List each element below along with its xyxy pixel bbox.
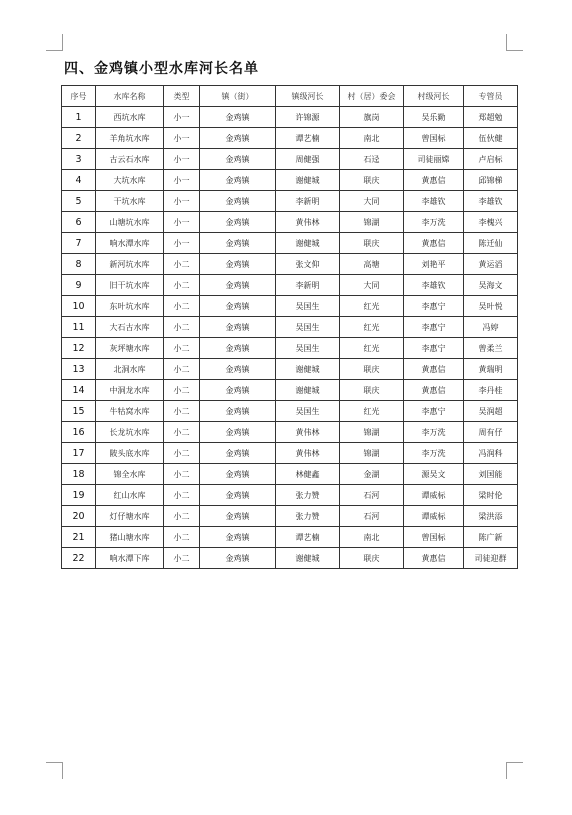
cell-index: 22: [62, 548, 96, 569]
cell-town: 金鸡镇: [200, 233, 276, 254]
cell-index: 21: [62, 527, 96, 548]
cell-village-river-chief: 黄惠信: [404, 548, 464, 569]
cell-reservoir-name: 旧干坑水库: [96, 275, 164, 296]
cell-village-committee: 联庆: [340, 380, 404, 401]
cell-type: 小二: [164, 506, 200, 527]
cell-type: 小二: [164, 338, 200, 359]
table-row: [62, 422, 518, 443]
page-corner-mark-bottom-right: [506, 762, 523, 779]
cell-town-river-chief: 谢健城: [276, 380, 340, 401]
table-row: [62, 233, 518, 254]
cell-index: 6: [62, 212, 96, 233]
cell-town: 金鸡镇: [200, 380, 276, 401]
cell-manager: 刘国能: [464, 464, 518, 485]
header-type: 类型: [164, 86, 200, 107]
cell-index: 12: [62, 338, 96, 359]
table-row: [62, 338, 518, 359]
cell-village-committee: 南北: [340, 527, 404, 548]
cell-manager: 冯润科: [464, 443, 518, 464]
cell-village-river-chief: 司徒丽嫦: [404, 149, 464, 170]
cell-town: 金鸡镇: [200, 212, 276, 233]
cell-manager: 冯婷: [464, 317, 518, 338]
cell-village-committee: 石河: [340, 506, 404, 527]
cell-town-river-chief: 吴国生: [276, 338, 340, 359]
cell-reservoir-name: 响水潭水库: [96, 233, 164, 254]
cell-type: 小二: [164, 548, 200, 569]
document-title: 四、金鸡镇小型水库河长名单: [64, 61, 259, 77]
cell-village-committee: 大同: [340, 275, 404, 296]
cell-manager: 李雄钦: [464, 191, 518, 212]
header-village-river-chief: 村级河长: [404, 86, 464, 107]
cell-reservoir-name: 猪山塘水库: [96, 527, 164, 548]
cell-type: 小二: [164, 275, 200, 296]
cell-village-river-chief: 黄惠信: [404, 380, 464, 401]
cell-village-committee: 联庆: [340, 359, 404, 380]
cell-town: 金鸡镇: [200, 128, 276, 149]
cell-index: 19: [62, 485, 96, 506]
cell-index: 10: [62, 296, 96, 317]
cell-village-river-chief: 黄惠信: [404, 359, 464, 380]
cell-reservoir-name: 北洞水库: [96, 359, 164, 380]
table-row: [62, 401, 518, 422]
cell-village-river-chief: 曾国标: [404, 128, 464, 149]
table-row: [62, 506, 518, 527]
cell-village-river-chief: 李雄钦: [404, 191, 464, 212]
cell-village-river-chief: 李惠宁: [404, 338, 464, 359]
cell-village-river-chief: 刘艳平: [404, 254, 464, 275]
cell-town-river-chief: 张力赞: [276, 485, 340, 506]
cell-type: 小二: [164, 401, 200, 422]
cell-town-river-chief: 张文仰: [276, 254, 340, 275]
cell-village-committee: 联庆: [340, 170, 404, 191]
cell-town: 金鸡镇: [200, 422, 276, 443]
cell-manager: 陈广新: [464, 527, 518, 548]
cell-town-river-chief: 谭艺楠: [276, 128, 340, 149]
cell-manager: 梁洪添: [464, 506, 518, 527]
cell-reservoir-name: 山塘坑水库: [96, 212, 164, 233]
cell-type: 小一: [164, 107, 200, 128]
cell-village-committee: 南北: [340, 128, 404, 149]
cell-village-river-chief: 李惠宁: [404, 296, 464, 317]
cell-town-river-chief: 吴国生: [276, 317, 340, 338]
cell-village-committee: 红光: [340, 296, 404, 317]
cell-village-river-chief: 黄惠信: [404, 233, 464, 254]
cell-type: 小一: [164, 233, 200, 254]
cell-village-committee: 锦湖: [340, 422, 404, 443]
cell-manager: 黄瑞明: [464, 359, 518, 380]
cell-index: 11: [62, 317, 96, 338]
cell-manager: 邱锦梯: [464, 170, 518, 191]
table-row: [62, 212, 518, 233]
cell-village-committee: 石河: [340, 485, 404, 506]
cell-type: 小一: [164, 191, 200, 212]
cell-type: 小二: [164, 296, 200, 317]
cell-town: 金鸡镇: [200, 464, 276, 485]
header-index: 序号: [62, 86, 96, 107]
cell-town-river-chief: 李新明: [276, 275, 340, 296]
cell-village-committee: 红光: [340, 401, 404, 422]
table-row: [62, 464, 518, 485]
cell-village-committee: 锦湖: [340, 212, 404, 233]
cell-manager: 陈迁仙: [464, 233, 518, 254]
cell-reservoir-name: 长龙坑水库: [96, 422, 164, 443]
cell-village-committee: 大同: [340, 191, 404, 212]
cell-type: 小二: [164, 485, 200, 506]
cell-index: 5: [62, 191, 96, 212]
table-row: [62, 107, 518, 128]
cell-manager: 梁时伦: [464, 485, 518, 506]
cell-village-river-chief: 吴乐勤: [404, 107, 464, 128]
cell-village-committee: 联庆: [340, 548, 404, 569]
table-row: [62, 317, 518, 338]
cell-index: 14: [62, 380, 96, 401]
table-row: [62, 254, 518, 275]
cell-village-committee: 锦湖: [340, 443, 404, 464]
cell-village-river-chief: 源吴文: [404, 464, 464, 485]
page-corner-mark-top-left: [46, 34, 63, 51]
cell-town-river-chief: 黄伟林: [276, 212, 340, 233]
cell-town-river-chief: 黄伟林: [276, 422, 340, 443]
cell-town-river-chief: 李新明: [276, 191, 340, 212]
cell-town-river-chief: 谢健城: [276, 233, 340, 254]
header-reservoir-name: 水库名称: [96, 86, 164, 107]
cell-village-committee: 金湖: [340, 464, 404, 485]
cell-village-river-chief: 曾国标: [404, 527, 464, 548]
cell-type: 小二: [164, 380, 200, 401]
header-town-river-chief: 镇级河长: [276, 86, 340, 107]
cell-village-river-chief: 李雄钦: [404, 275, 464, 296]
cell-reservoir-name: 西坑水库: [96, 107, 164, 128]
cell-town: 金鸡镇: [200, 107, 276, 128]
cell-reservoir-name: 灰坪塘水库: [96, 338, 164, 359]
cell-manager: 卢启标: [464, 149, 518, 170]
cell-type: 小二: [164, 359, 200, 380]
cell-index: 16: [62, 422, 96, 443]
cell-town: 金鸡镇: [200, 191, 276, 212]
reservoir-river-chief-table: [61, 85, 518, 569]
cell-reservoir-name: 中洞龙水库: [96, 380, 164, 401]
cell-town: 金鸡镇: [200, 275, 276, 296]
table-row: [62, 359, 518, 380]
cell-town-river-chief: 谢健城: [276, 359, 340, 380]
cell-manager: 曾柔兰: [464, 338, 518, 359]
cell-index: 18: [62, 464, 96, 485]
cell-index: 9: [62, 275, 96, 296]
cell-village-committee: 高塘: [340, 254, 404, 275]
cell-index: 8: [62, 254, 96, 275]
cell-reservoir-name: 大坑水库: [96, 170, 164, 191]
cell-village-committee: 联庆: [340, 233, 404, 254]
table-row: [62, 548, 518, 569]
cell-village-committee: 红光: [340, 338, 404, 359]
cell-village-committee: 石迳: [340, 149, 404, 170]
cell-type: 小二: [164, 464, 200, 485]
cell-type: 小二: [164, 254, 200, 275]
cell-reservoir-name: 灯仔塘水库: [96, 506, 164, 527]
table-body: [62, 107, 518, 569]
table-row: [62, 170, 518, 191]
cell-village-river-chief: 李万洗: [404, 422, 464, 443]
cell-town: 金鸡镇: [200, 338, 276, 359]
cell-town: 金鸡镇: [200, 317, 276, 338]
table-row: [62, 527, 518, 548]
cell-town: 金鸡镇: [200, 359, 276, 380]
cell-village-river-chief: 谭威标: [404, 506, 464, 527]
cell-town-river-chief: 周健强: [276, 149, 340, 170]
cell-type: 小一: [164, 149, 200, 170]
cell-manager: 郑超勉: [464, 107, 518, 128]
table-row: [62, 485, 518, 506]
cell-index: 2: [62, 128, 96, 149]
header-village-committee: 村（居）委会: [340, 86, 404, 107]
cell-type: 小一: [164, 170, 200, 191]
cell-town: 金鸡镇: [200, 485, 276, 506]
table-row: [62, 296, 518, 317]
cell-index: 13: [62, 359, 96, 380]
cell-town-river-chief: 林健鑫: [276, 464, 340, 485]
cell-town-river-chief: 谢健城: [276, 170, 340, 191]
page-corner-mark-bottom-left: [46, 762, 63, 779]
cell-town-river-chief: 黄伟林: [276, 443, 340, 464]
cell-village-river-chief: 谭威标: [404, 485, 464, 506]
cell-index: 7: [62, 233, 96, 254]
cell-reservoir-name: 锦全水库: [96, 464, 164, 485]
cell-town: 金鸡镇: [200, 149, 276, 170]
cell-reservoir-name: 陂头底水库: [96, 443, 164, 464]
cell-reservoir-name: 大石古水库: [96, 317, 164, 338]
cell-town: 金鸡镇: [200, 401, 276, 422]
cell-reservoir-name: 干坑水库: [96, 191, 164, 212]
table-row: [62, 149, 518, 170]
table-row: [62, 191, 518, 212]
cell-town-river-chief: 张力赞: [276, 506, 340, 527]
cell-town: 金鸡镇: [200, 548, 276, 569]
cell-type: 小二: [164, 527, 200, 548]
cell-reservoir-name: 响水潭下库: [96, 548, 164, 569]
table-row: [62, 275, 518, 296]
cell-town-river-chief: 吴国生: [276, 401, 340, 422]
cell-type: 小二: [164, 317, 200, 338]
cell-village-river-chief: 李惠宁: [404, 317, 464, 338]
cell-type: 小二: [164, 443, 200, 464]
cell-town: 金鸡镇: [200, 254, 276, 275]
cell-manager: 司徒迎群: [464, 548, 518, 569]
cell-manager: 吴叶悦: [464, 296, 518, 317]
cell-index: 4: [62, 170, 96, 191]
cell-manager: 吴海文: [464, 275, 518, 296]
cell-manager: 伍伙健: [464, 128, 518, 149]
cell-town: 金鸡镇: [200, 506, 276, 527]
cell-town: 金鸡镇: [200, 527, 276, 548]
cell-town-river-chief: 谢健城: [276, 548, 340, 569]
cell-village-river-chief: 李万洗: [404, 443, 464, 464]
cell-reservoir-name: 古云石水库: [96, 149, 164, 170]
header-town: 镇（街）: [200, 86, 276, 107]
cell-type: 小一: [164, 128, 200, 149]
table-row: [62, 443, 518, 464]
cell-village-river-chief: 李惠宁: [404, 401, 464, 422]
cell-reservoir-name: 东叶坑水库: [96, 296, 164, 317]
cell-manager: 黄运滔: [464, 254, 518, 275]
cell-village-river-chief: 李万洗: [404, 212, 464, 233]
page-corner-mark-top-right: [506, 34, 523, 51]
cell-town: 金鸡镇: [200, 296, 276, 317]
cell-index: 15: [62, 401, 96, 422]
cell-manager: 吴润超: [464, 401, 518, 422]
table-header-row: [62, 86, 518, 107]
cell-town: 金鸡镇: [200, 443, 276, 464]
cell-reservoir-name: 牛牯窝水库: [96, 401, 164, 422]
cell-manager: 李丹桂: [464, 380, 518, 401]
cell-village-river-chief: 黄惠信: [404, 170, 464, 191]
cell-town-river-chief: 谭艺楠: [276, 527, 340, 548]
cell-reservoir-name: 红山水库: [96, 485, 164, 506]
cell-village-committee: 红光: [340, 317, 404, 338]
table-row: [62, 380, 518, 401]
cell-town: 金鸡镇: [200, 170, 276, 191]
cell-index: 3: [62, 149, 96, 170]
table-row: [62, 128, 518, 149]
cell-village-committee: 旗岗: [340, 107, 404, 128]
cell-type: 小二: [164, 422, 200, 443]
cell-type: 小一: [164, 212, 200, 233]
cell-index: 20: [62, 506, 96, 527]
cell-manager: 李槐兴: [464, 212, 518, 233]
cell-index: 17: [62, 443, 96, 464]
header-manager: 专管员: [464, 86, 518, 107]
cell-reservoir-name: 新河坑水库: [96, 254, 164, 275]
cell-reservoir-name: 羊角坑水库: [96, 128, 164, 149]
cell-index: 1: [62, 107, 96, 128]
cell-manager: 周有仔: [464, 422, 518, 443]
cell-town-river-chief: 许锦源: [276, 107, 340, 128]
cell-town-river-chief: 吴国生: [276, 296, 340, 317]
